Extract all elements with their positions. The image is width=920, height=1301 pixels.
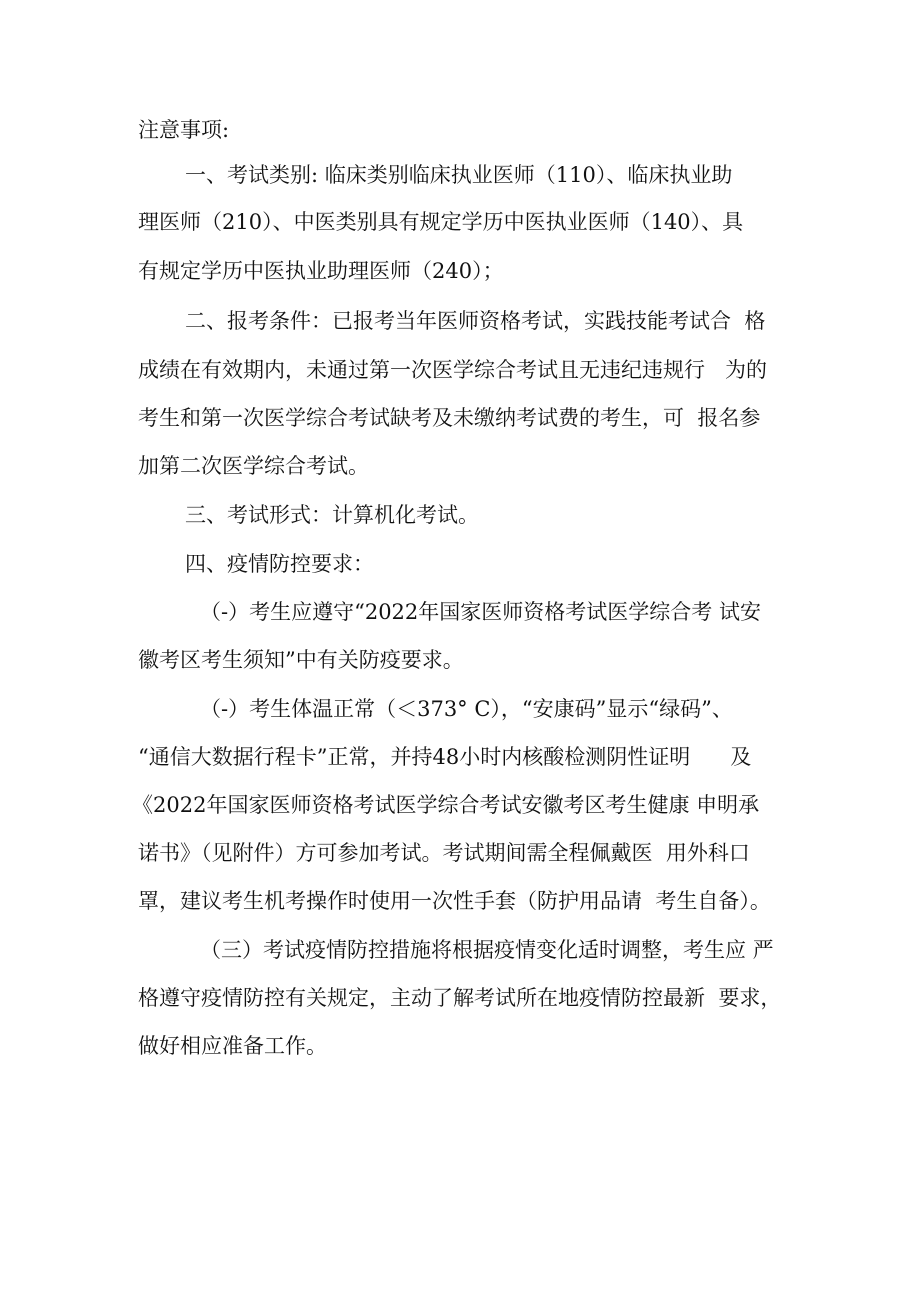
paragraph-line: 一、考试类别: 临床类别临床执业医师（110）、临床执业助 [185, 163, 733, 187]
paragraph-line: 二、报考条件：已报考当年医师资格考试，实践技能考试合 格 [185, 309, 766, 333]
paragraph-line: 做好相应准备工作。 [138, 1034, 327, 1058]
paragraph-line: 《2022年国家医师资格考试医学综合考试安徽考区考生健康 申明承 [132, 793, 760, 817]
paragraph-line: 成绩在有效期内，未通过第一次医学综合考试且无违纪违规行 为的 [138, 358, 768, 382]
paragraph-line: （-）考生应遵守“2022年国家医师资格考试医学综合考 试安 [200, 600, 761, 624]
paragraph-line: 考生和第一次医学综合考试缺考及未缴纳考试费的考生，可 报名参 [138, 406, 761, 430]
paragraph-line: 徽考区考生须知”中有关防疫要求。 [138, 648, 464, 672]
paragraph-line: （三）考试疫情防控措施将根据疫情变化适时调整，考生应 严 [200, 938, 774, 962]
paragraph-line: 三、考试形式：计算机化考试。 [185, 503, 479, 527]
paragraph-line: “通信大数据行程卡”正常，并持48小时内核酸检测阴性证明 及 [138, 745, 752, 769]
paragraph-line: 有规定学历中医执业助理医师（240）； [138, 259, 504, 283]
notice-heading: 注意事项: [138, 118, 230, 142]
paragraph-line: （-）考生体温正常（＜373° C），“安康码”显示“绿码”、 [200, 697, 733, 721]
paragraph-line: 加第二次医学综合考试。 [138, 454, 369, 478]
paragraph-line: 格遵守疫情防控有关规定，主动了解考试所在地疫情防控最新 要求， [138, 986, 782, 1010]
paragraph-line: 罩，建议考生机考操作时使用一次性手套（防护用品请 考生自备）。 [138, 889, 771, 913]
paragraph-line: 理医师（210）、中医类别具有规定学历中医执业医师（140）、具 [138, 210, 744, 234]
paragraph-line: 诺书》（见附件）方可参加考试。考试期间需全程佩戴医 用外科口 [138, 841, 750, 865]
paragraph-line: 四、疫情防控要求： [185, 552, 374, 576]
